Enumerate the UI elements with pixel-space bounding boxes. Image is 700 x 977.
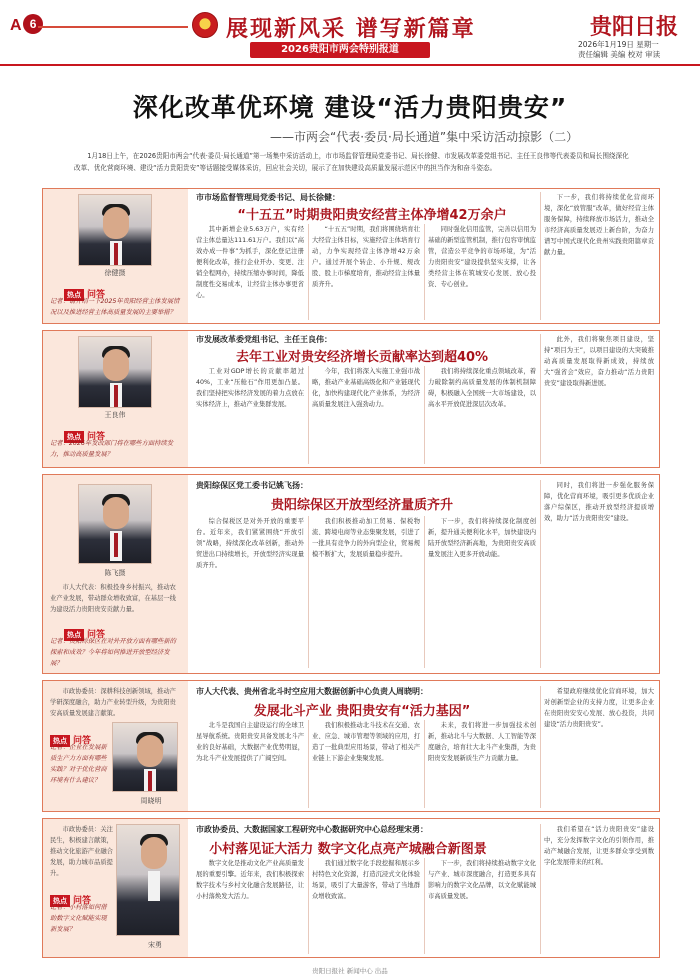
section-title: 去年工业对贵安经济增长贡献率达到超40% xyxy=(235,350,489,365)
photo-credit: 王良伟 xyxy=(104,411,126,419)
body-column: 北斗是我国自主建设运行的全球卫星导航系统。贵阳贵安具备发展北斗产业的良好基础，大数据产业优势明显，为北斗产业发展提供了广阔空间。 xyxy=(196,722,304,762)
hot-qa-tag: 热点 问答 xyxy=(50,888,91,900)
banner-title: 展现新风采 谱写新篇章 xyxy=(226,16,476,42)
column-rule xyxy=(308,858,309,954)
body-column: 我们通过数字化手段挖掘和展示乡村特色文化资源，打造沉浸式文化体验场景，吸引了大量游客，带动了当地群众增收致富。 xyxy=(312,860,420,900)
hot-qa-tag: 热点 问答 xyxy=(64,282,105,294)
column-rule xyxy=(540,334,541,464)
interviewee-kicker: 市发展改革委党组书记、主任王良伟： xyxy=(196,335,332,344)
portrait-photo xyxy=(78,336,152,408)
body-column: 我们积极推动北斗技术在交通、农业、应急、城市管理等领域的应用，打造了一批典型应用场景，带动了相关产业链上下游企业集聚发展。 xyxy=(312,722,420,762)
column-rule xyxy=(424,516,425,668)
interview-section xyxy=(42,330,660,468)
column-rule xyxy=(540,192,541,320)
column-rule xyxy=(308,366,309,464)
photo-credit: 宋勇 xyxy=(148,941,162,949)
body-column: 下一步，我们将持续推动数字文化与产业、城市深度融合，打造更多具有影响力的数字文化品牌，以文化赋能城市高质量发展。 xyxy=(428,860,536,900)
person-column xyxy=(42,818,188,958)
portrait-photo xyxy=(78,484,152,564)
person-bio: 市人大代表：积极投身乡村振兴，推动农业产业发展，带动群众增收致富，在基层一线为建设活力贵阳贵安贡献力量。 xyxy=(50,584,176,613)
column-rule xyxy=(424,720,425,808)
qa-question: 记者：小村落如何借助数字文化赋能实现新发展？ xyxy=(50,904,107,933)
page-number: A 6 xyxy=(10,14,43,35)
qa-question: 记者：请介绍一下2025年贵阳经营主体发展情况以及推进经营主体高质量发展的主要举措？ xyxy=(50,298,180,316)
body-column: 未来，我们将进一步加强技术创新，推动北斗与大数据、人工智能等深度融合，培育壮大北斗产业集群，为贵阳贵安发展新质生产力贡献力量。 xyxy=(428,722,536,762)
column-rule xyxy=(540,824,541,954)
person-bio: 市政协委员：关注民生，积极建言献策，推动文化旅游产业融合发展，助力城市品质提升。 xyxy=(50,826,113,877)
column-rule xyxy=(540,686,541,808)
body-column: 下一步，我们将持续深化制度创新，提升通关便利化水平，加快建设内陆开放型经济新高地，为贵阳贵安高质量发展注入更多开放动能。 xyxy=(428,518,536,558)
date-line: 2026年1月19日 星期一 xyxy=(578,40,659,49)
body-column: “十五五”时期，我们将围绕培育壮大经营主体目标，实施经营主体培育行动，力争实现经营主体净增42万余户。通过开展个转企、小升规、规改股、股上市梯度培育，推动经营主体量质齐升。 xyxy=(312,226,420,288)
column-rule xyxy=(424,224,425,320)
qa-question: 记者：2026年发改部门将在哪些方面持续发力，推动高质量发展？ xyxy=(50,440,174,458)
body-column: 下一步，我们将持续优化营商环境，深化“放管服”改革，做好经营主体服务保障，持续释放市场活力，推动全市经济高质量发展迈上新台阶，为奋力谱写中国式现代化贵州实践贵阳篇章贡献力量。 xyxy=(544,194,654,256)
person-column xyxy=(42,680,188,812)
body-column: 我们将持续深化重点领域改革，着力破除制约高质量发展的体制机制障碍，积极融入全国统一大市场建设，以高水平开放促进深层次改革。 xyxy=(428,368,536,408)
photo-credit: 陈飞摄 xyxy=(104,569,126,577)
body-column: 此外，我们将聚焦项目建设，坚持“项目为王”，以项目建设的大突破推动高质量发展取得新成效，持续放大“强省会”效应，奋力推动“活力贵阳贵安”建设取得新进展。 xyxy=(544,336,654,387)
hot-qa-tag: 热点 问答 xyxy=(64,622,105,634)
body-column: 我们积极推动加工贸易、保税物流、跨境电商等业态集聚发展，引进了一批具有竞争力的外向型企业，贸易规模不断扩大，发展质量稳步提升。 xyxy=(312,518,420,558)
body-column: 数字文化是推动文化产业高质量发展的重要引擎。近年来，我们积极探索数字技术与乡村文化融合发展路径，让小村落焕发大活力。 xyxy=(196,860,304,900)
body-column: 希望政府继续优化营商环境，加大对创新型企业的支持力度，让更多企业在贵阳贵安安心发展、放心投资，共同建设“活力贵阳贵安”。 xyxy=(544,688,654,728)
person-bio: 市政协委员：深耕科技创新领域，推动产学研深度融合，助力产业转型升级，为贵阳贵安高质量发展建言献策。 xyxy=(50,688,176,717)
qa-question: 记者：企业在发展新质生产力方面有哪些实践？对于优化营商环境有什么建议？ xyxy=(50,744,107,784)
section-title: 小村落见证大活力 数字文化点亮产城融合新图景 xyxy=(209,842,487,857)
qa-question: 记者：贵阳综保区在对外开放方面有哪些新的探索和成效？今年将如何推进开放型经济发展？ xyxy=(50,638,176,667)
column-rule xyxy=(424,858,425,954)
body-column: 我们希望在“活力贵阳贵安”建设中，充分发挥数字文化的引领作用，推动产城融合发展，让更多群众享受到数字化发展带来的红利。 xyxy=(544,826,654,866)
body-column: 综合保税区是对外开放的重要平台。近年来，我们紧紧围绕“开放引领”战略，持续深化改革创新，推动外贸进出口持续增长，开放型经济实现量质齐升。 xyxy=(196,518,304,569)
interview-section xyxy=(42,474,660,674)
interviewee-kicker: 贵阳综保区党工委书记姚飞扬： xyxy=(196,481,308,490)
body-column: 同时，我们将进一步强化服务保障，优化营商环境，吸引更多优质企业落户综保区，推动开放型经济提质增效，助力“活力贵阳贵安”建设。 xyxy=(544,482,654,522)
photo-credit: 周晓明 xyxy=(140,797,162,805)
interview-section xyxy=(42,680,660,812)
body-column: 同时强化信用监管，完善以信用为基础的新型监管机制，推行包容审慎监管，营造公平竞争的市场环境，为“活力贵阳贵安”建设提供坚实支撑，让各类经营主体在筑城安心发展、放心投资、专心创业。 xyxy=(428,226,536,288)
masthead xyxy=(0,0,700,66)
body-column: 工业对GDP增长的贡献率超过40%，工业“压舱石”作用更加凸显。我们坚持把实体经济发展的着力点放在实体经济上，推动产业集群发展。 xyxy=(196,368,304,408)
headline: 深化改革优环境 建设“活力贵阳贵安” xyxy=(132,93,568,122)
section-title: 发展北斗产业 贵阳贵安有“活力基因” xyxy=(253,704,471,719)
column-rule xyxy=(308,224,309,320)
interviewee-kicker: 市市场监督管理局党委书记、局长徐健： xyxy=(196,193,340,202)
interviewee-kicker: 市政协委员、大数据国家工程研究中心数据研究中心总经理宋勇： xyxy=(196,825,428,834)
newspaper-logo: 贵阳日报 xyxy=(590,14,679,40)
person-column xyxy=(42,474,188,674)
interview-section xyxy=(42,188,660,324)
interviewee-kicker: 市人大代表、贵州省北斗时空应用大数据创新中心负责人周晓明： xyxy=(196,687,428,696)
section-title: “十五五”时期贵阳贵安经营主体净增42万余户 xyxy=(237,208,507,223)
body-column: 其中新增企业5.63万户，实有经营主体总量达111.61万户。我们以“高效办成一件事”为抓手，深化登记注册便利化改革，推行企业开办、变更、注销全程网办，持续压缩办事时间，降低制度性交易成本，让经营主体办事更省心。 xyxy=(196,226,304,299)
portrait-photo xyxy=(116,824,180,936)
section-title: 贵阳综保区开放型经济量质齐升 xyxy=(270,498,453,513)
body-column: 今年，我们将深入实施工业强市战略，推动产业基础高级化和产业链现代化，加快构建现代化产业体系，为经济高质量发展注入强劲动力。 xyxy=(312,368,420,408)
column-rule xyxy=(540,480,541,668)
portrait-photo xyxy=(78,194,152,266)
special-report-tag: 2026贵阳市两会特别报道 xyxy=(250,42,430,58)
person-column xyxy=(42,188,188,324)
portrait-photo xyxy=(112,722,178,792)
interview-section xyxy=(42,818,660,958)
editor-line: 责任编辑 美编 校对 审读 xyxy=(578,50,661,59)
page-footer: 贵阳日报社 新闻中心 出品 xyxy=(312,967,388,975)
subhead: ——市两会“代表·委员·局长通道”集中采访活动掠影（二） xyxy=(270,130,579,144)
hot-qa-tag: 热点 问答 xyxy=(50,728,91,740)
column-rule xyxy=(424,366,425,464)
lead-paragraph: 1月18日上午，在2026贵阳市两会“代表·委员·局长通道”第一场集中采访活动上，市市场监督管理局党委书记、局长徐健、市发展改革委党组书记、主任王良伟等代表委员和局长围绕深化改革、优化营商环境、建设“活力贵阳贵安”等话题接受媒体采访，回应社会关切，展示了在加快建设高质量发展示范区中的担当作为和奋斗姿态。 xyxy=(74,152,629,172)
column-rule xyxy=(308,720,309,808)
person-column xyxy=(42,330,188,468)
hot-qa-tag: 热点 问答 xyxy=(64,424,105,436)
party-emblem-icon xyxy=(192,12,218,38)
header-rule xyxy=(38,26,188,28)
column-rule xyxy=(308,516,309,668)
photo-credit: 徐健摄 xyxy=(104,269,126,277)
top-rule xyxy=(0,64,700,66)
